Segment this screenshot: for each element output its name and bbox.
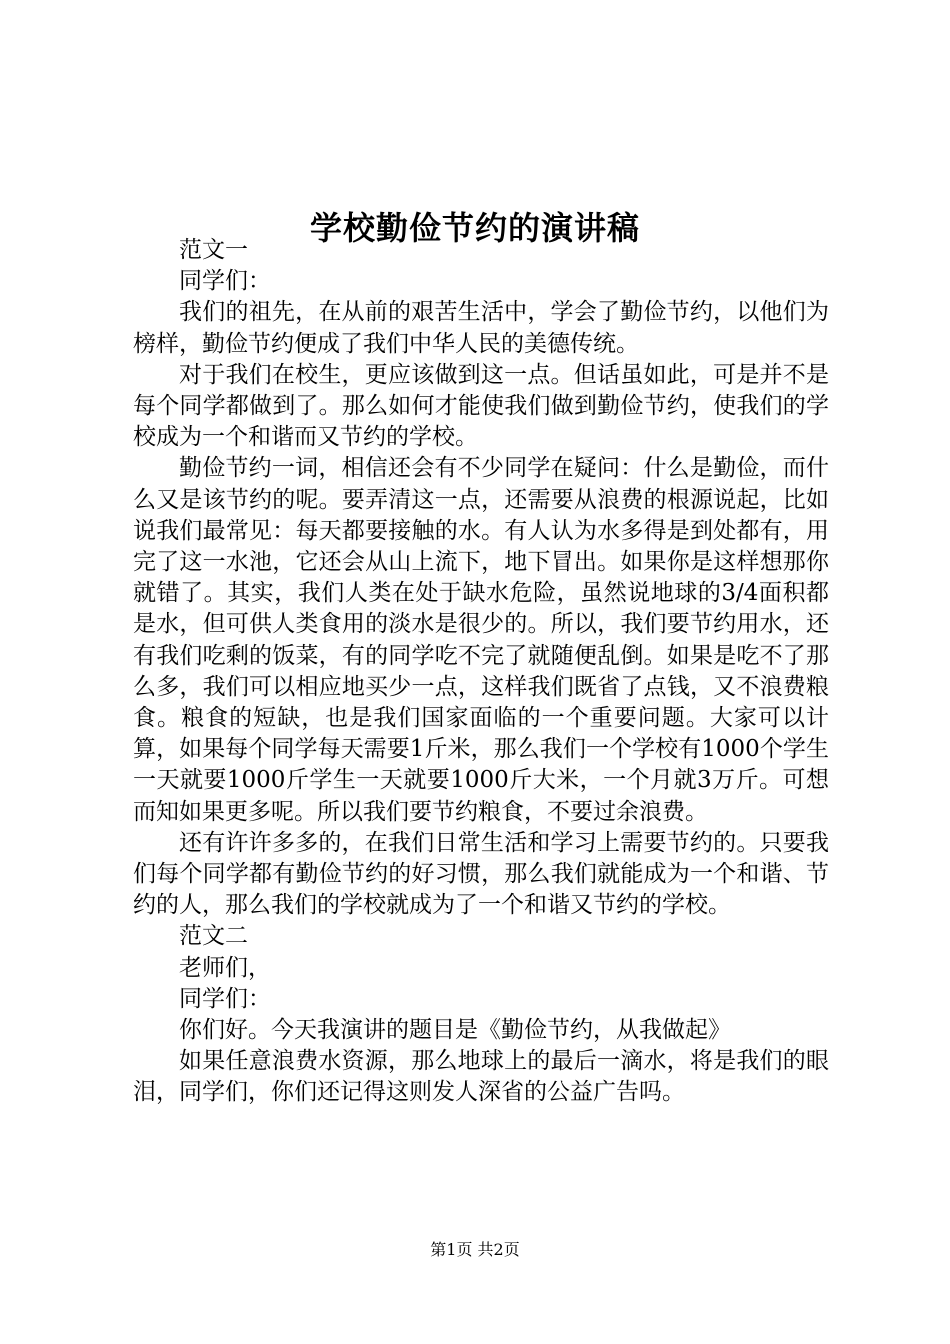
paragraph: 对于我们在校生，更应该做到这一点。但话虽如此，可是并不是每个同学都做到了。那么如何才能使我们做到勤俭节约，使我们的学校成为一个和谐而又节约的学校。 — [133, 361, 829, 451]
page-number-footer: 第1页 共2页 — [430, 1240, 520, 1259]
section-heading-1: 范文一 — [179, 237, 248, 263]
paragraph: 我们的祖先，在从前的艰苦生活中，学会了勤俭节约，以他们为榜样，勤俭节约便成了我们中华人民的美德传统。 — [133, 299, 829, 357]
paragraph: 你们好。今天我演讲的题目是《勤俭节约，从我做起》 — [179, 1017, 731, 1044]
document-title: 学校勤俭节约的演讲稿 — [309, 209, 640, 248]
salutation: 同学们： — [179, 985, 271, 1012]
paragraph: 如果任意浪费水资源，那么地球上的最后一滴水，将是我们的眼泪，同学们，你们还记得这则发人深省的公益广告吗。 — [133, 1048, 829, 1106]
salutation: 老师们， — [179, 954, 271, 981]
document-body — [133, 235, 829, 1109]
section-heading-2: 范文二 — [179, 923, 248, 950]
paragraph: 还有许许多多的，在我们日常生活和学习上需要节约的。只要我们每个同学都有勤俭节约的好习惯，那么我们就能成为一个和谐、节约的人，那么我们的学校就成为了一个和谐又节约的学校。 — [133, 829, 829, 919]
paragraph: 勤俭节约一词，相信还会有不少同学在疑问：什么是勤俭，而什么又是该节约的呢。要弄清这一点，还需要从浪费的根源说起，比如说我们最常见：每天都要接触的水。有人认为水多得是到处都有，用完了这一水池，它还会从山上流下，地下冒出。如果你是这样想那你就错了。其实，我们人类在处于缺水危险，虽然说地球的3/4面积都是水，但可供人类食用的淡水是很少的。所以，我们要节约用水，还有我们吃剩的饭菜，有的同学吃不完了就随便乱倒。如果是吃不了那么多，我们可以相应地买少一点，这样我们既省了点钱，又不浪费粮食。粮食的短缺，也是我们国家面临的一个重要问题。大家可以计算，如果每个同学每天需要1斤米，那么我们一个学校有1000个学生一天就要1000斤学生一天就要1000斤大米，一个月就3万斤。可想而知如果更多呢。所以我们要节约粮食，不要过余浪费。 — [133, 455, 829, 825]
salutation: 同学们： — [179, 268, 271, 295]
